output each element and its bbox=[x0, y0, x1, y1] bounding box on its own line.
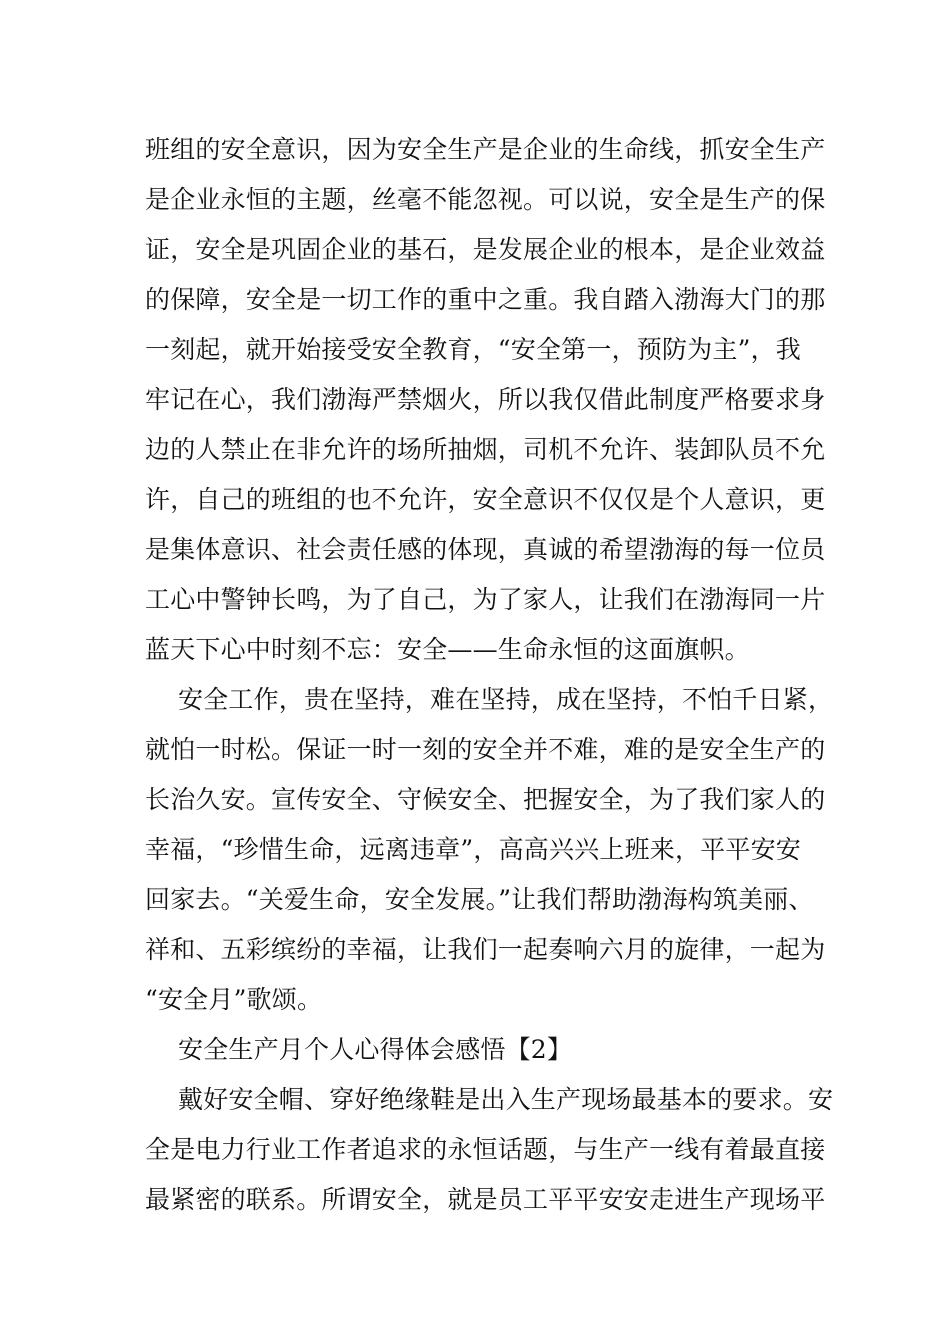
text-line: “安全月”歌颂。 bbox=[145, 985, 323, 1014]
text-line: 幸福，“珍惜生命，远离违章”，高高兴兴上班来，平平安安 bbox=[145, 835, 801, 864]
text-line: 许，自己的班组的也不允许，安全意识不仅仅是个人意识，更 bbox=[145, 485, 826, 514]
text-line: 牢记在心，我们渤海严禁烟火，所以我仅借此制度严格要求身 bbox=[145, 385, 826, 414]
text-line: 回家去。“关爱生命，安全发展。”让我们帮助渤海构筑美丽、 bbox=[145, 885, 814, 914]
text-line: 是集体意识、社会责任感的体现，真诚的希望渤海的每一位员 bbox=[145, 535, 826, 564]
text-line: 就怕一时松。保证一时一刻的安全并不难，难的是安全生产的 bbox=[145, 735, 826, 764]
text-line: 一刻起，就开始接受安全教育，“安全第一，预防为主”，我 bbox=[145, 335, 801, 364]
text-line: 长治久安。宣传安全、守候安全、把握安全，为了我们家人的 bbox=[145, 785, 826, 814]
paragraph-first-line: 戴好安全帽、穿好绝缘鞋是出入生产现场最基本的要求。安 bbox=[178, 1085, 834, 1114]
text-line: 是企业永恒的主题，丝毫不能忽视。可以说，安全是生产的保 bbox=[145, 185, 826, 214]
text-line: 班组的安全意识，因为安全生产是企业的生命线，抓安全生产 bbox=[145, 135, 826, 164]
text-line: 的保障，安全是一切工作的重中之重。我自踏入渤海大门的那 bbox=[145, 285, 826, 314]
text-line: 蓝天下心中时刻不忘：安全——生命永恒的这面旗帜。 bbox=[145, 635, 750, 664]
text-line: 最紧密的联系。所谓安全，就是员工平平安安走进生产现场平 bbox=[145, 1185, 826, 1214]
text-line: 祥和、五彩缤纷的幸福，让我们一起奏响六月的旋律，一起为 bbox=[145, 935, 826, 964]
paragraph-first-line: 安全工作，贵在坚持，难在坚持，成在坚持，不怕千日紧， bbox=[178, 685, 834, 714]
text-line: 工心中警钟长鸣，为了自己，为了家人，让我们在渤海同一片 bbox=[145, 585, 826, 614]
text-line: 证，安全是巩固企业的基石，是发展企业的根本，是企业效益 bbox=[145, 235, 826, 264]
text-line: 边的人禁止在非允许的场所抽烟，司机不允许、装卸队员不允 bbox=[145, 435, 826, 464]
text-line: 全是电力行业工作者追求的永恒话题，与生产一线有着最直接 bbox=[145, 1135, 826, 1164]
section-heading: 安全生产月个人心得体会感悟【2】 bbox=[178, 1035, 573, 1064]
